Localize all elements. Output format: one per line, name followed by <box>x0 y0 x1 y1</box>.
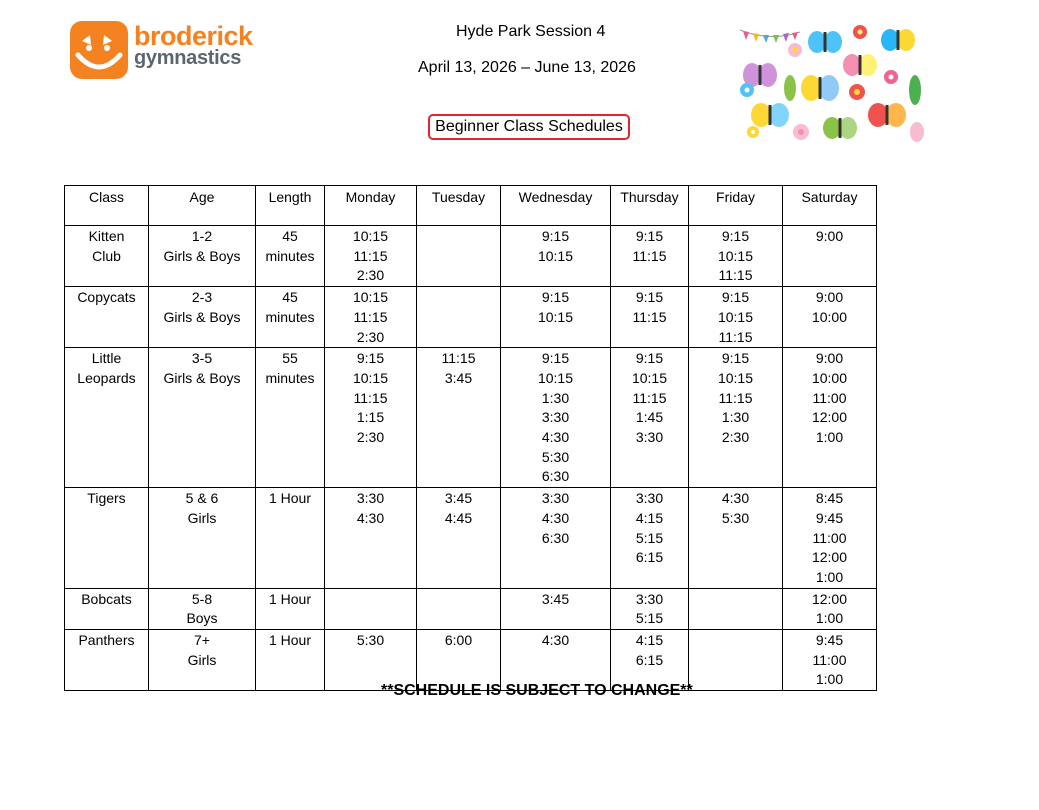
cell-age: 3-5 Girls & Boys <box>149 348 256 488</box>
table-row <box>65 348 877 488</box>
cell-monday: 9:15 10:15 11:15 1:15 2:30 <box>325 348 417 488</box>
session-dates: April 13, 2026 – June 13, 2026 <box>418 59 636 76</box>
cell-thursday: 9:15 11:15 <box>611 287 689 348</box>
schedule-table-body <box>65 226 877 691</box>
cell-length: 45 minutes <box>256 226 325 287</box>
column-header-saturday: Saturday <box>783 186 877 226</box>
column-header-monday: Monday <box>325 186 417 226</box>
cell-saturday: 12:00 1:00 <box>783 588 877 629</box>
cell-friday: 9:15 10:15 11:15 <box>689 287 783 348</box>
cell-age: 1-2 Girls & Boys <box>149 226 256 287</box>
cell-tuesday <box>417 588 501 629</box>
cell-monday: 3:30 4:30 <box>325 488 417 589</box>
cell-tuesday: 6:00 <box>417 630 501 691</box>
cell-monday: 5:30 <box>325 630 417 691</box>
cell-tuesday <box>417 226 501 287</box>
cell-class: Kitten Club <box>65 226 149 287</box>
cell-wednesday: 4:30 <box>501 630 611 691</box>
cell-age: 5 & 6 Girls <box>149 488 256 589</box>
column-header-age: Age <box>149 186 256 226</box>
cell-class: Bobcats <box>65 588 149 629</box>
cell-friday: 4:30 5:30 <box>689 488 783 589</box>
cell-wednesday: 9:15 10:15 1:30 3:30 4:30 5:30 6:30 <box>501 348 611 488</box>
butterflies-illustration <box>735 20 925 150</box>
column-header-class: Class <box>65 186 149 226</box>
cell-tuesday: 3:45 4:45 <box>417 488 501 589</box>
cell-class: Tigers <box>65 488 149 589</box>
column-header-friday: Friday <box>689 186 783 226</box>
cell-length: 55 minutes <box>256 348 325 488</box>
cell-saturday: 9:00 10:00 11:00 12:00 1:00 <box>783 348 877 488</box>
cell-age: 2-3 Girls & Boys <box>149 287 256 348</box>
cell-thursday: 3:30 5:15 <box>611 588 689 629</box>
cell-monday <box>325 588 417 629</box>
cell-saturday: 9:45 11:00 1:00 <box>783 630 877 691</box>
cell-length: 45 minutes <box>256 287 325 348</box>
cell-thursday: 9:15 10:15 11:15 1:45 3:30 <box>611 348 689 488</box>
cell-friday <box>689 588 783 629</box>
logo-word-gymnastics: gymnastics <box>134 47 242 69</box>
column-header-wednesday: Wednesday <box>501 186 611 226</box>
cell-length: 1 Hour <box>256 488 325 589</box>
table-header-row <box>65 186 877 226</box>
schedule-table <box>64 185 877 691</box>
cell-saturday: 9:00 10:00 <box>783 287 877 348</box>
column-header-length: Length <box>256 186 325 226</box>
cell-wednesday: 3:45 <box>501 588 611 629</box>
broderick-gymnastics-logo <box>70 20 270 82</box>
table-row <box>65 226 877 287</box>
cell-class: Panthers <box>65 630 149 691</box>
cell-monday: 10:15 11:15 2:30 <box>325 226 417 287</box>
cell-wednesday: 9:15 10:15 <box>501 226 611 287</box>
smiley-badge-icon <box>70 21 128 79</box>
footer-notice-text: **SCHEDULE IS SUBJECT TO CHANGE** <box>381 682 693 699</box>
cell-thursday: 9:15 11:15 <box>611 226 689 287</box>
cell-friday <box>689 630 783 691</box>
cell-thursday: 3:30 4:15 5:15 6:15 <box>611 488 689 589</box>
column-header-tuesday: Tuesday <box>417 186 501 226</box>
cell-length: 1 Hour <box>256 588 325 629</box>
cell-monday: 10:15 11:15 2:30 <box>325 287 417 348</box>
table-row <box>65 287 877 348</box>
cell-length: 1 Hour <box>256 630 325 691</box>
column-header-thursday: Thursday <box>611 186 689 226</box>
cell-class: Copycats <box>65 287 149 348</box>
cell-age: 5-8 Boys <box>149 588 256 629</box>
schedule-subtitle: Beginner Class Schedules <box>428 114 630 140</box>
cell-age: 7+ Girls <box>149 630 256 691</box>
cell-saturday: 9:00 <box>783 226 877 287</box>
table-row <box>65 588 877 629</box>
cell-thursday: 4:15 6:15 <box>611 630 689 691</box>
cell-tuesday <box>417 287 501 348</box>
cell-saturday: 8:45 9:45 11:00 12:00 1:00 <box>783 488 877 589</box>
logo-word-broderick: broderick <box>134 21 253 51</box>
cell-class: Little Leopards <box>65 348 149 488</box>
cell-wednesday: 9:15 10:15 <box>501 287 611 348</box>
cell-wednesday: 3:30 4:30 6:30 <box>501 488 611 589</box>
cell-tuesday: 11:15 3:45 <box>417 348 501 488</box>
cell-friday: 9:15 10:15 11:15 <box>689 226 783 287</box>
table-row <box>65 488 877 589</box>
cell-friday: 9:15 10:15 11:15 1:30 2:30 <box>689 348 783 488</box>
session-title: Hyde Park Session 4 <box>456 23 606 40</box>
